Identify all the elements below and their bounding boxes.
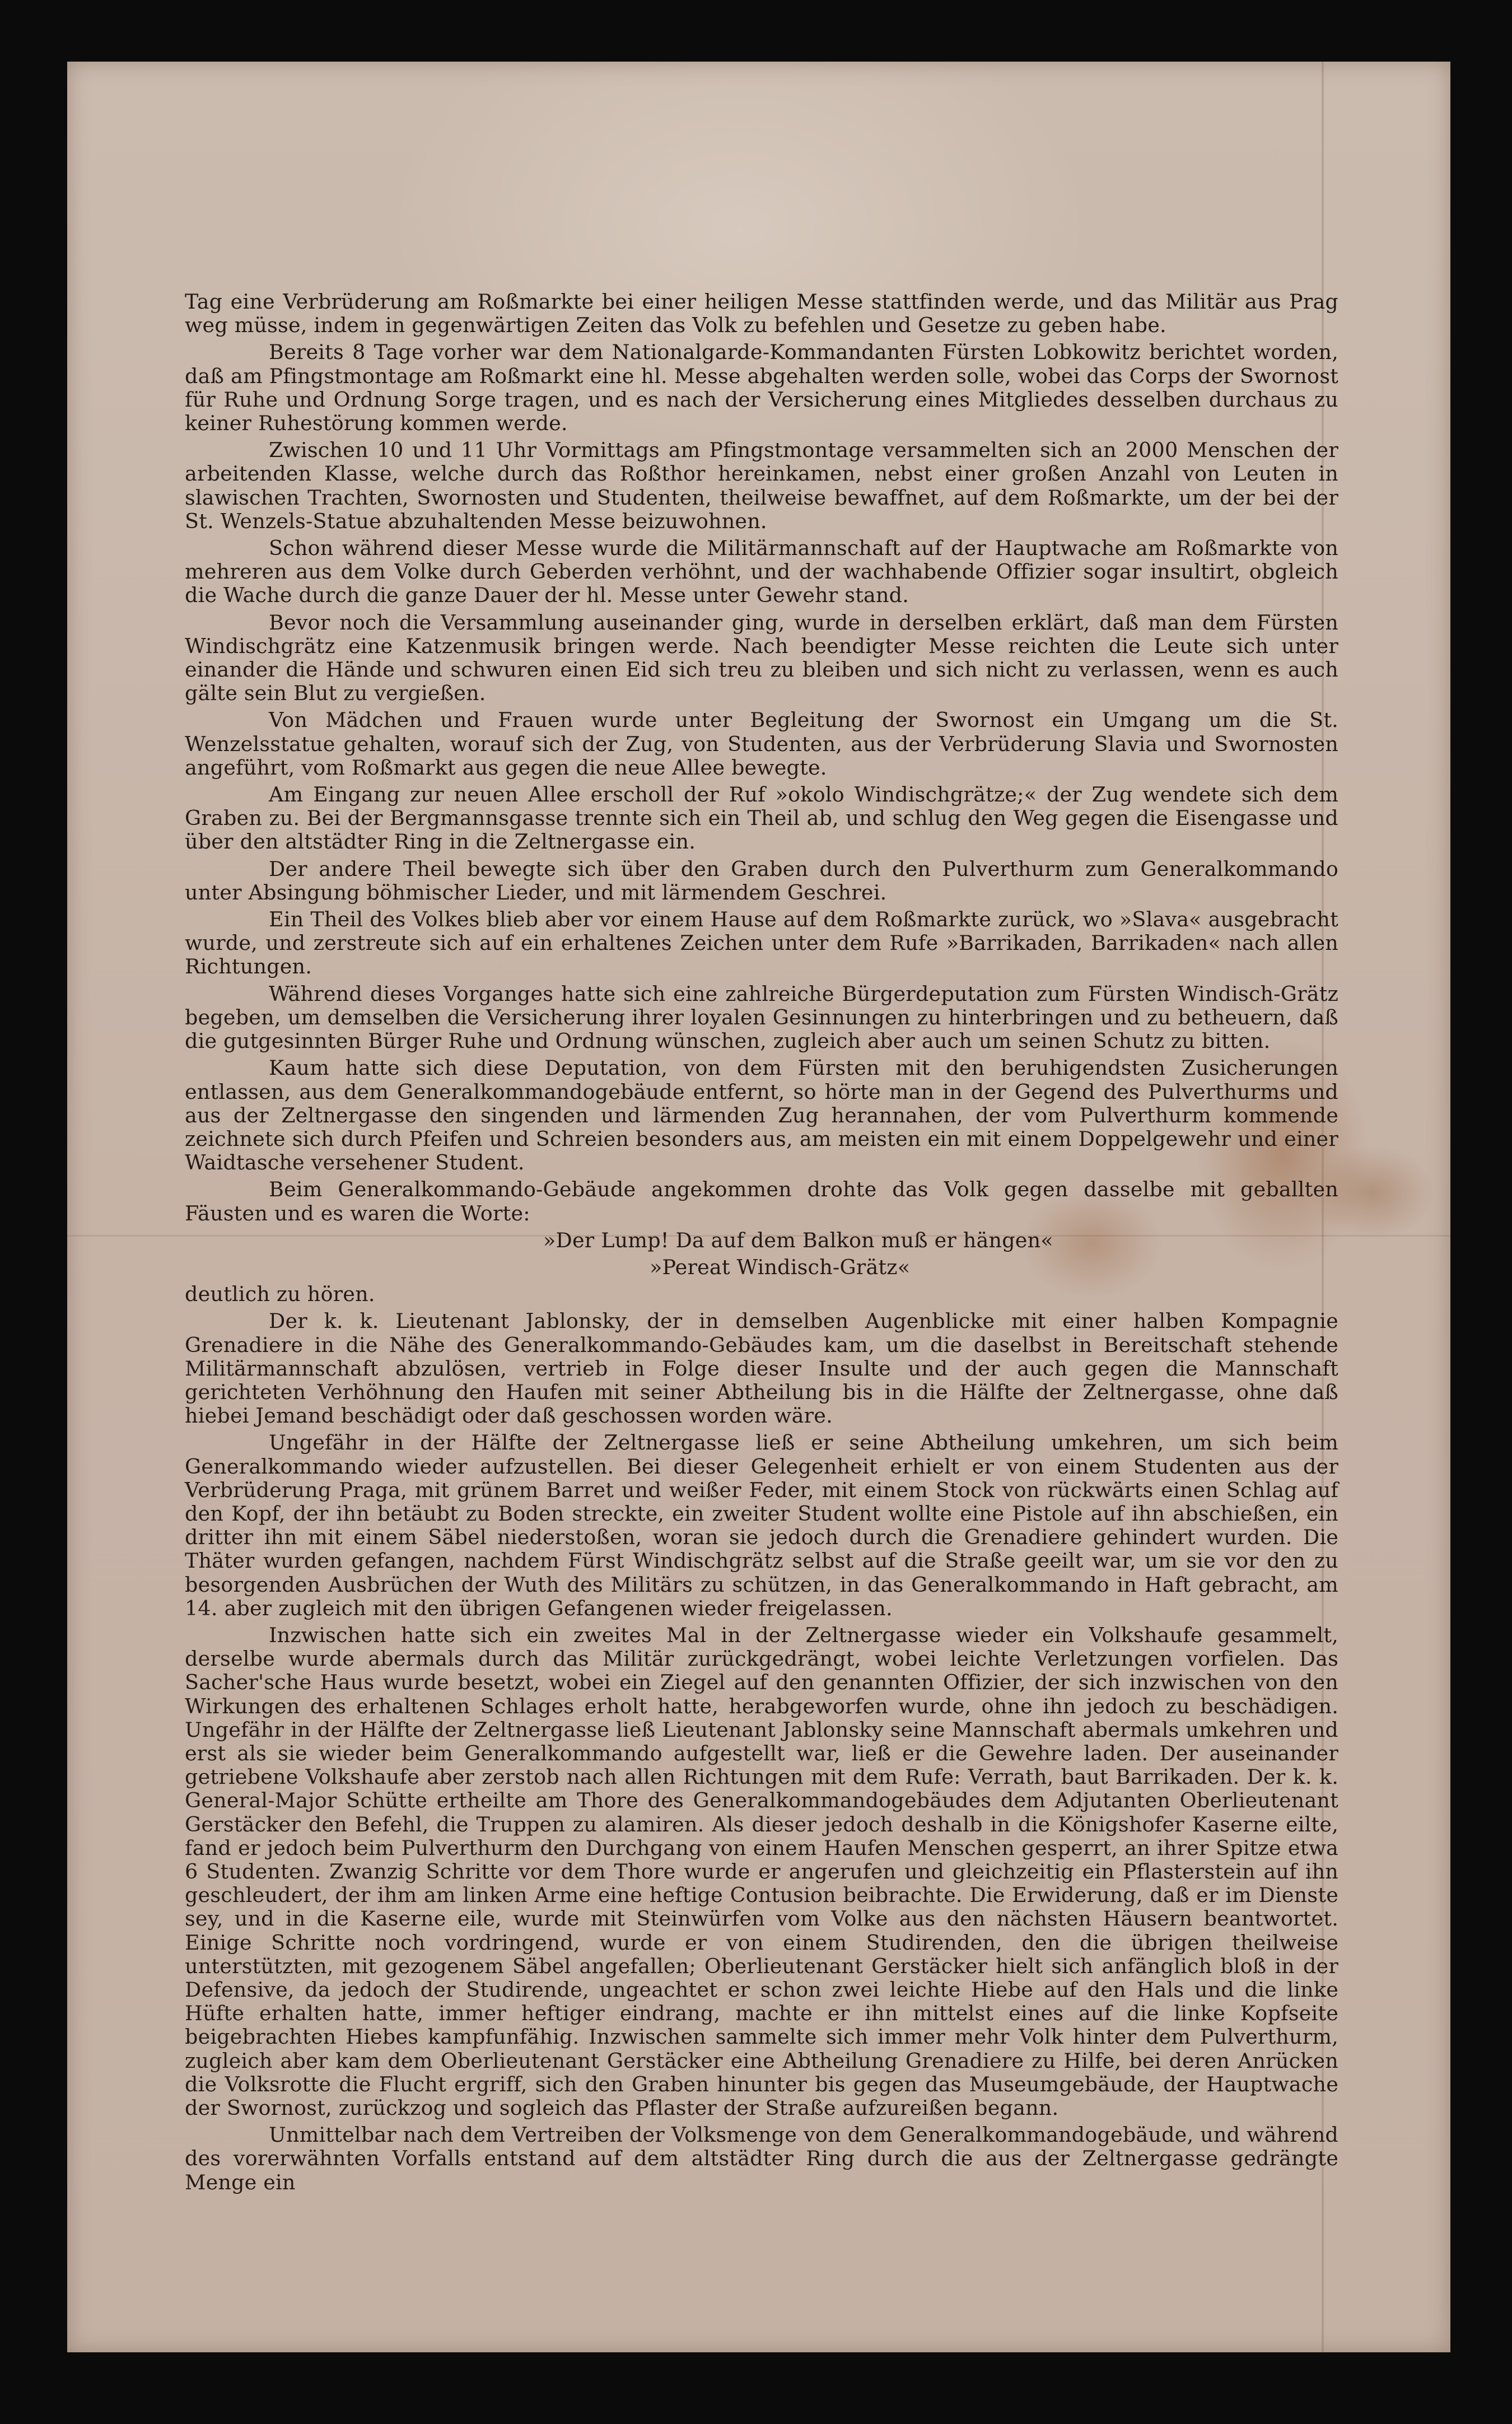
paragraph: Von Mädchen und Frauen wurde unter Begleitung der Swornost ein Umgang um die St. Wenzelsstatue gehalten, worauf sich der Zug, von Studenten, aus der Verbrüderung Slavia und Swornosten angeführt, vom Roßmarkt aus gegen die neue Allee bewegte. xyxy=(185,708,1338,780)
paragraph: Tag eine Verbrüderung am Roßmarkte bei einer heiligen Messe stattfinden werde, und das Militär aus Prag weg müsse, indem in gegenwärtigen Zeiten das Volk zu befehlen und Gesetze zu geben habe. xyxy=(185,290,1338,338)
paragraph: Schon während dieser Messe wurde die Militärmannschaft auf der Hauptwache am Roßmarkte von mehreren aus dem Volke durch Geberden verhöhnt, und der wachhabende Offizier sogar insultirt, obgleich die Wache durch die ganze Dauer der hl. Messe unter Gewehr stand. xyxy=(185,536,1338,608)
paragraph: Bevor noch die Versammlung auseinander ging, wurde in derselben erklärt, daß man dem Fürsten Windischgrätz eine Katzenmusik bringen werde. Nach beendigter Messe reichten die Leute sich unter einander die Hände und schwuren einen Eid sich treu zu bleiben und sich nicht zu verlassen, wenn es auch gälte sein Blut zu vergießen. xyxy=(185,610,1338,706)
document-text xyxy=(185,290,1338,2198)
paragraph: Unmittelbar nach dem Vertreiben der Volksmenge von dem Generalkommandogebäude, und während des vorerwähnten Vorfalls entstand auf dem altstädter Ring durch die aus der Zeltnergasse gedrängte Menge ein xyxy=(185,2123,1338,2194)
paragraph: Während dieses Vorganges hatte sich eine zahlreiche Bürgerdeputation zum Fürsten Windisch-Grätz begeben, um demselben die Versicherung ihrer loyalen Gesinnungen zu hinterbringen und zu betheuern, daß die gutgesinnten Bürger Ruhe und Ordnung wünschen, zugleich aber auch um seinen Schutz zu bitten. xyxy=(185,981,1338,1053)
paragraph: Kaum hatte sich diese Deputation, von dem Fürsten mit den beruhigendsten Zusicherungen entlassen, aus dem Generalkommandogebäude entfernt, so hörte man in der Gegend des Pulverthurms und aus der Zeltnergasse den singenden und lärmenden Zug herannahen, der vom Pulverthurm kommende zeichnete sich durch Pfeifen und Schreien besonders aus, am meisten ein mit einem Doppelgewehr und einer Waidtasche versehener Student. xyxy=(185,1056,1338,1175)
paragraph: Ein Theil des Volkes blieb aber vor einem Hause auf dem Roßmarkte zurück, wo »Slava« ausgebracht wurde, und zerstreute sich auf ein erhaltenes Zeichen unter dem Rufe »Barrikaden, Barrikaden« nach allen Richtungen. xyxy=(185,907,1338,979)
paragraph: Bereits 8 Tage vorher war dem Nationalgarde-Kommandanten Fürsten Lobkowitz berichtet worden, daß am Pfingstmontage am Roßmarkt eine hl. Messe abgehalten werden solle, wobei das Corps der Swornost für Ruhe und Ordnung Sorge tragen, und es nach der Versicherung eines Mitgliedes desselben durchaus zu keiner Ruhestörung kommen werde. xyxy=(185,340,1338,436)
paragraph: Inzwischen hatte sich ein zweites Mal in der Zeltnergasse wieder ein Volkshaufe gesammelt, derselbe wurde abermals durch das Militär zurückgedrängt, wobei leichte Verletzungen vorfielen. Das Sacher'sche Haus wurde besetzt, wobei ein Ziegel auf den genannten Offizier, der sich inzwischen von den Wirkungen des erhaltenen Schlages erholt hatte, herabgeworfen wurde, ohne ihn jedoch zu beschädigen. Ungefähr in der Hälfte der Zeltnergasse ließ Lieutenant Jablonsky seine Mannschaft abermals umkehren und erst als sie wieder beim Generalkommando aufgestellt war, ließ er die Gewehre laden. Der auseinander getriebene Volkshaufe aber zerstob nach allen Richtungen mit dem Rufe: Verrath, baut Barrikaden. Der k. k. General-Major Schütte ertheilte am Thore des Generalkommandogebäudes dem Adjutanten Oberlieutenant Gerstäcker den Befehl, die Truppen zu alamiren. Als dieser jedoch deshalb in die Königshofer Kaserne eilte, fand er jedoch beim Pulverthurm den Durchgang von einem Haufen Menschen gesperrt, an ihrer Spitze etwa 6 Studenten. Zwanzig Schritte vor dem Thore wurde er angerufen und gleichzeitig ein Pflasterstein auf ihn geschleudert, der ihm am linken Arme eine heftige Contusion beibrachte. Die Erwiderung, daß er im Dienste sey, und in die Kaserne eile, wurde mit Steinwürfen vom Volke aus den nächsten Häusern beantwortet. Einige Schritte noch vordringend, wurde er von einem Studirenden, den die übrigen theilweise unterstützten, mit gezogenem Säbel angefallen; Oberlieutenant Gerstäcker hielt sich anfänglich bloß in der Defensive, da jedoch der Studirende, ungeachtet er schon zwei leichte Hiebe auf den Hals und die linke Hüfte erhalten hatte, immer heftiger eindrang, machte er ihn mittelst eines auf die linke Kopfseite beigebrachten Hiebes kampfunfähig. Inzwischen sammelte sich immer mehr Volk hinter dem Pulverthurm, zugleich aber kam dem Oberlieutenant Gerstäcker eine Abtheilung Grenadiere zu Hilfe, bei deren Anrücken die Volksrotte die Flucht ergriff, sich den Graben hinunter bis gegen das Museumgebäude, der Hauptwache der Swornost, zurückzog und sogleich das Pflaster der Straße aufzureißen begann. xyxy=(185,1623,1338,2120)
paragraph: deutlich zu hören. xyxy=(185,1282,375,1307)
paragraph: Der k. k. Lieutenant Jablonsky, der in demselben Augenblicke mit einer halben Kompagnie Grenadiere in die Nähe des Generalkommando-Gebäudes kam, um die daselbst in Bereitschaft stehende Militärmannschaft abzulösen, vertrieb in Folge dieser Insulte und der auch gegen die Mannschaft gerichteten Verhöhnung den Haufen mit seiner Abtheilung bis in die Hälfte der Zeltnergasse, ohne daß hiebei Jemand beschädigt oder daß geschossen worden wäre. xyxy=(185,1309,1338,1428)
paragraph: Der andere Theil bewegte sich über den Graben durch den Pulverthurm zum Generalkommando unter Absingung böhmischer Lieder, und mit lärmendem Geschrei. xyxy=(185,856,1338,905)
paragraph: Am Eingang zur neuen Allee erscholl der Ruf »okolo Windischgrätze;« der Zug wendete sich dem Graben zu. Bei der Bergmannsgasse trennte sich ein Theil ab, und schlug den Weg gegen die Eisengasse und über den altstädter Ring in die Zeltnergasse ein. xyxy=(185,782,1338,854)
quote-line-1: »Der Lump! Da auf dem Balkon muß er hängen« xyxy=(543,1228,1053,1252)
paragraph: Beim Generalkommando-Gebäude angekommen drohte das Volk gegen dasselbe mit geballten Fäusten und es waren die Worte: xyxy=(185,1177,1338,1225)
quote-line-2: »Pereat Windisch-Grätz« xyxy=(650,1255,911,1279)
paragraph: Ungefähr in der Hälfte der Zeltnergasse ließ er seine Abtheilung umkehren, um sich beim Generalkommando wieder aufzustellen. Bei dieser Gelegenheit erhielt er von einem Studenten aus der Verbrüderung Praga, mit grünem Barret und weißer Feder, mit einem Stock von rückwärts einen Schlag auf den Kopf, der ihn betäubt zu Boden streckte, ein zweiter Student wollte eine Pistole auf ihn abschießen, ein dritter ihn mit einem Säbel niederstoßen, woran sie jedoch durch die Grenadiere gehindert wurden. Die Thäter wurden gefangen, nachdem Fürst Windischgrätz selbst auf die Straße geeilt war, um sie vor den zu besorgenden Ausbrüchen der Wuth des Militärs zu schützen, in das Generalkommando in Haft gebracht, am 14. aber zugleich mit den übrigen Gefangenen wieder freigelassen. xyxy=(185,1430,1338,1620)
paragraph: Zwischen 10 und 11 Uhr Vormittags am Pfingstmontage versammelten sich an 2000 Menschen der arbeitenden Klasse, welche durch das Roßthor hereinkamen, nebst einer großen Anzahl von Leuten in slawischen Trachten, Swornosten und Studenten, theilweise bewaffnet, auf dem Roßmarkte, um der bei der St. Wenzels-Statue abzuhaltenden Messe beizuwohnen. xyxy=(185,438,1338,533)
